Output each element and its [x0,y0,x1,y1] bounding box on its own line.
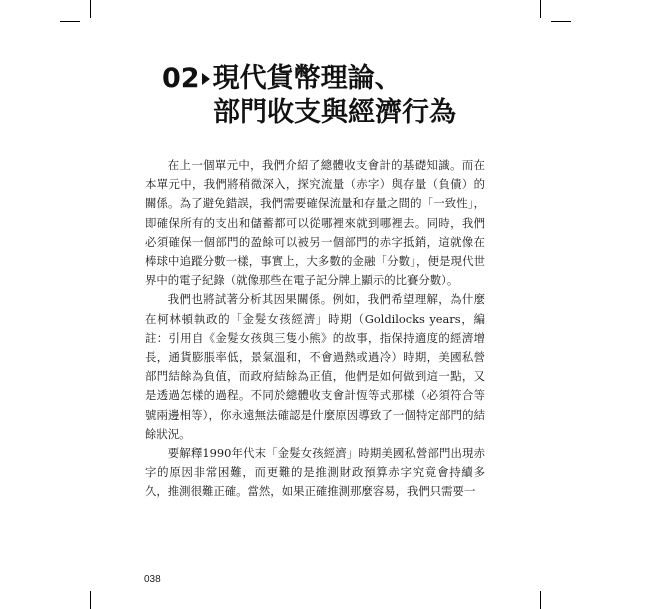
title-line-2 [162,96,456,130]
triangle-arrow-icon [202,73,210,85]
title-text-line-1: 現代貨幣理論、 [212,63,402,94]
crop-mark-top-left-vertical [90,0,91,18]
crop-mark-top-left-horizontal [60,21,80,22]
page-number: 038 [144,574,161,585]
paragraph-1: 在上一個單元中，我們介紹了總體收支會計的基礎知識。而在本單元中，我們將稍微深入，探究流量（赤字）與存量（負債）的關係。為了避免錯誤，我們需要確保流量和存量之間的「一致性」，即確保所有的支出和儲蓄都可以從哪裡來就到哪裡去。同時，我們必須確保一個部門的盈餘可以被另一個部門的赤字抵銷，這就像在棒球中追蹤分數一樣，事實上，大多數的金融「分數」，便是現代世界中的電子紀錄（就像那些在電子記分牌上顯示的比賽分數）。 [145,158,485,288]
body-text [145,156,485,502]
chapter-number: 02 [162,63,200,94]
title-line-1 [162,62,456,96]
crop-mark-bottom-right-vertical [540,591,541,609]
crop-mark-top-right-horizontal [551,21,571,22]
title-text-line-2: 部門收支與經濟行為 [213,97,456,128]
paragraph-2: 我們也將試著分析其因果關係。例如，我們希望理解，為什麼在柯林頓執政的「金髮女孩經濟」時期（Goldilocks years，編註：引用自《金髮女孩與三隻小熊》的故事，指保持適度的經濟增長，通貨膨脹率低，景氣溫和，不會過熱或過冷）時期，美國私營部門結餘為負值，而政府結餘為正值，他們是如何做到這一點，又是透過怎樣的過程。不同於總體收支會計恆等式那樣（必須符合等號兩邊相等），你永遠無法確認是什麼原因導致了一個特定部門的結餘狀況。 [145,292,485,441]
crop-mark-top-right-vertical [540,0,541,18]
paragraph-3: 要解釋1990年代末「金髮女孩經濟」時期美國私營部門出現赤字的原因非常困難，而更難的是推測財政預算赤字究竟會持續多久，推測很難正確。當然，如果正確推測那麼容易，我們只需要一 [145,446,485,499]
crop-mark-bottom-left-vertical [90,591,91,609]
chapter-title [162,62,456,130]
